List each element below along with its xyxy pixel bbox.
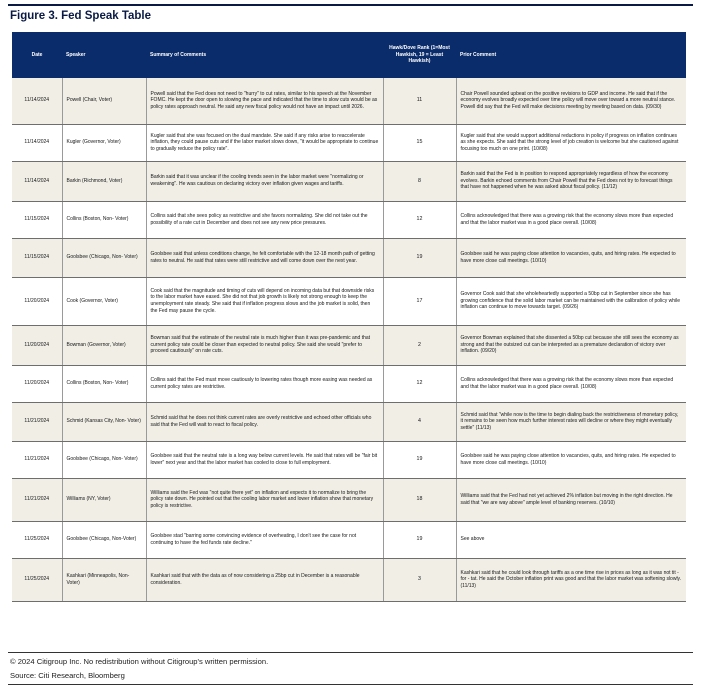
cell-rank: 17 <box>383 277 456 325</box>
cell-rank: 2 <box>383 325 456 365</box>
cell-date: 11/14/2024 <box>12 78 62 124</box>
cell-date: 11/14/2024 <box>12 161 62 201</box>
table-header-row <box>12 32 686 78</box>
cell-summary: Bowman said that the estimate of the neutral rate is much higher than it was pre-pandemic and that current policy rate could be closer than expected to neutral policy. She said she would "prefer to proceed cautiously" on rate cuts. <box>146 325 383 365</box>
cell-rank: 19 <box>383 238 456 277</box>
cell-prior-comment: Goolsbee said he was paying close attention to vacancies, quits, and hiring rates. He expected to have more close call meetings. (10/10) <box>456 441 686 478</box>
cell-prior-comment: Barkin said that the Fed is in position to respond appropriately regardless of how the economy evolves. Barkin echoed comments from Chair Powell that the Fed does not try to forecast things that have not happened when he was asked about fiscal policy. (11/12) <box>456 161 686 201</box>
cell-summary: Cook said that the magnitude and timing of cuts will depend on incoming data but that downside risks to the labor market have eased. She did not that job growth is likely not strong enough to keep the unemployment rate steady. She said that if inflation progress slows and the job market is solid, then the Fed may pause the cycle. <box>146 277 383 325</box>
cell-speaker: Kashkari (Minneapolis, Non- Voter) <box>62 558 146 601</box>
table-row <box>12 325 686 365</box>
cell-summary: Goolsbee said that unless conditions change, he felt comfortable with the 12-18 month path of getting rates to neutral. He said that rates were still restrictive and will come down over the next year. <box>146 238 383 277</box>
header-summary: Summary of Comments <box>146 32 383 78</box>
table-row <box>12 124 686 161</box>
table-row <box>12 441 686 478</box>
cell-rank: 15 <box>383 124 456 161</box>
cell-date: 11/21/2024 <box>12 441 62 478</box>
cell-speaker: Goolsbee (Chicago, Non- Voter) <box>62 238 146 277</box>
cell-prior-comment: Goolsbee said he was paying close attention to vacancies, quits, and hiring rates. He expected to have more close call meetings. (10/10) <box>456 238 686 277</box>
cell-summary: Goolsbee said that the neutral rate is a long way below current levels. He said that rates will be "fair bit lower" next year and that the labor market has cooled to close to full employment. <box>146 441 383 478</box>
cell-speaker: Goolsbee (Chicago, Non- Voter) <box>62 441 146 478</box>
cell-speaker: Schmid (Kansas City, Non- Voter) <box>62 402 146 441</box>
cell-rank: 12 <box>383 365 456 402</box>
cell-date: 11/20/2024 <box>12 365 62 402</box>
cell-prior-comment: Governor Cook said that she wholeheartedly supported a 50bp cut in September since she has growing confidence that the solid labor market can be maintained with the calibration of policy while inflation can continue to move towards target. (09/26) <box>456 277 686 325</box>
cell-speaker: Kugler (Governor, Voter) <box>62 124 146 161</box>
cell-speaker: Goolsbee (Chicago, Non-Voter) <box>62 521 146 558</box>
cell-rank: 12 <box>383 201 456 238</box>
table-row <box>12 238 686 277</box>
bottom-rule <box>8 684 693 685</box>
cell-speaker: Barkin (Richmond, Voter) <box>62 161 146 201</box>
table-row <box>12 78 686 124</box>
cell-prior-comment: Kugler said that she would support additional reductions in policy if progress on inflation continues as she expects. She said that the strong level of job creation is welcome but she cautioned against focusing too much on one print. (10/08) <box>456 124 686 161</box>
header-prior-comment: Prior Comment <box>456 32 686 78</box>
figure-title: Figure 3. Fed Speak Table <box>10 10 152 22</box>
cell-prior-comment: Governor Bowman explained that she dissented a 50bp cut because she still sees the economy as strong and that the outsized cut can be interpreted as a premature declaration of victory over inflation. (09/20) <box>456 325 686 365</box>
cell-date: 11/14/2024 <box>12 124 62 161</box>
cell-date: 11/15/2024 <box>12 238 62 277</box>
cell-date: 11/21/2024 <box>12 402 62 441</box>
cell-speaker: Williams (NY, Voter) <box>62 478 146 521</box>
table-row <box>12 201 686 238</box>
cell-speaker: Bowman (Governor, Voter) <box>62 325 146 365</box>
cell-rank: 3 <box>383 558 456 601</box>
cell-summary: Kugler said that she was focused on the dual mandate. She said if any risks arise to reaccelerate inflation, they could pause cuts and if the labor market slows down, "it would be appropriate to continue to gradually reduce the policy rate". <box>146 124 383 161</box>
cell-date: 11/20/2024 <box>12 277 62 325</box>
cell-summary: Williams said the Fed was "not quite there yet" on inflation and expects it to normalize to bring the policy rate down. He pointed out that the cooling labor market and lower inflation show that monetary policy is restrictive. <box>146 478 383 521</box>
cell-rank: 18 <box>383 478 456 521</box>
cell-summary: Kashkari said that with the data as of now considering a 25bp cut in December is a reasonable consideration. <box>146 558 383 601</box>
cell-summary: Collins said that the Fed must move cautiously to lowering rates though more easing was needed as current policy rates are restrictive. <box>146 365 383 402</box>
header-rank: Hawk/Dove Rank (1=Most Hawkish, 19 = Least Hawkish) <box>383 32 456 78</box>
cell-date: 11/25/2024 <box>12 558 62 601</box>
cell-prior-comment: Williams said that the Fed had not yet achieved 2% inflation but moving in the right direction. He said that "we are way above" ample level of banking reserves. (10/10) <box>456 478 686 521</box>
table-row <box>12 402 686 441</box>
cell-prior-comment: Collins acknowledged that there was a growing risk that the economy slows more than expected and that the labor market was in a good place overall. (10/08) <box>456 201 686 238</box>
table-row <box>12 478 686 521</box>
copyright-notice: © 2024 Citigroup Inc. No redistribution without Citigroup's written permission. <box>10 657 269 666</box>
cell-speaker: Collins (Boston, Non- Voter) <box>62 201 146 238</box>
cell-summary: Schmid said that he does not think current rates are overly restrictive and echoed other officials who said that the Fed will wait to react to fiscal policy. <box>146 402 383 441</box>
table-row <box>12 558 686 601</box>
table-row <box>12 365 686 402</box>
cell-rank: 19 <box>383 521 456 558</box>
cell-summary: Barkin said that it was unclear if the cooling trends seen in the labor market were "normalizing or weakening". He was cautious on declaring victory over inflation given wages and tariffs. <box>146 161 383 201</box>
table <box>12 32 686 602</box>
cell-summary: Collins said that she sees policy as restrictive and she favors normalizing. She did not take out the possibility of a rate cut in December and does not see any new price pressures. <box>146 201 383 238</box>
cell-speaker: Cook (Governor, Voter) <box>62 277 146 325</box>
cell-date: 11/21/2024 <box>12 478 62 521</box>
footer-rule <box>8 652 693 653</box>
table-row <box>12 521 686 558</box>
cell-date: 11/20/2024 <box>12 325 62 365</box>
cell-prior-comment: Collins acknowledged that there was a growing risk that the economy slows more than expected and that the labor market was in a good place overall. (10/08) <box>456 365 686 402</box>
cell-speaker: Collins (Boston, Non- Voter) <box>62 365 146 402</box>
cell-date: 11/15/2024 <box>12 201 62 238</box>
cell-summary: Goolsbee stad "barring some convincing evidence of overheating, I don't see the case for not continuing to have the fed funds rate decline." <box>146 521 383 558</box>
cell-rank: 8 <box>383 161 456 201</box>
header-speaker: Speaker <box>62 32 146 78</box>
source-note: Source: Citi Research, Bloomberg <box>10 671 125 680</box>
header-date: Date <box>12 32 62 78</box>
cell-rank: 11 <box>383 78 456 124</box>
cell-rank: 4 <box>383 402 456 441</box>
top-rule <box>8 4 693 6</box>
cell-prior-comment: Kashkari said that he could look through tariffs as a one time rise in prices as long as it was not tit - for - tat. He said the October inflation print was good and that the labor market was softening slowly. (11/13) <box>456 558 686 601</box>
cell-prior-comment: Schmid said that "while now is the time to begin dialing back the restrictiveness of monetary policy, it remains to be seen how much further interest rates will decline or where they might eventually settle" (11/13) <box>456 402 686 441</box>
table-body <box>12 78 686 601</box>
cell-prior-comment: See above <box>456 521 686 558</box>
cell-date: 11/25/2024 <box>12 521 62 558</box>
cell-speaker: Powell (Chair, Voter) <box>62 78 146 124</box>
cell-rank: 19 <box>383 441 456 478</box>
table-row <box>12 161 686 201</box>
table-row <box>12 277 686 325</box>
cell-summary: Powell said that the Fed does not need to "hurry" to cut rates, similar to his speech at the November FOMC. He kept the door open to slowing the pace and indicated that the time to slow cuts would be as policy rates approach neutral. He said any new fiscal policy would not have an impact until 2026. <box>146 78 383 124</box>
cell-prior-comment: Chair Powell sounded upbeat on the positive revisions to GDP and income. He said that if the economy evolves broadly expected over time policy will move over toward a more neutral stance. Powell did say that the Fed will make decisions meeting by meeting based on data. (09/30) <box>456 78 686 124</box>
fed-speak-table <box>12 32 686 602</box>
